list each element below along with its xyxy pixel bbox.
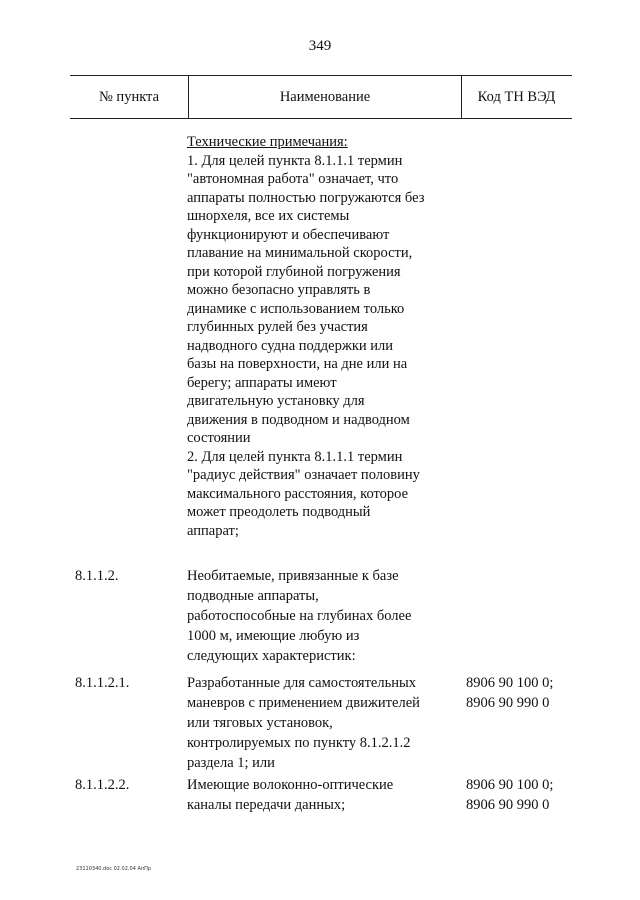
note-line: можно безопасно управлять в [187,282,371,298]
item-name [187,566,462,666]
item-name-line: 1000 м, имеющие любую из [187,628,360,644]
note-line: двигательную установку для [187,393,365,409]
item-name [187,775,462,815]
note-line: движения в подводном и надводном [187,411,410,428]
item-name-line: Разработанные для самостоятельных [187,675,416,691]
note-line: базы на поверхности, на дне или на [187,356,408,372]
item-number: 8.1.1.2.2. [75,777,130,793]
item-code-line: 8906 90 100 0; [466,777,554,793]
note-line: максимального расстояния, которое [187,485,409,502]
item-name-line: контролируемых по пункту 8.1.2.1.2 [187,735,411,751]
table-header [70,75,572,119]
note-line: функционируют и обеспечивают [187,226,390,243]
item-code-line: 8906 90 100 0; [466,675,554,691]
header-code: Код ТН ВЭД [477,89,556,105]
document-footer: 23110340.doc 02.02.04 АпПр [76,866,152,872]
header-item-number: № пункта [98,89,160,105]
note-line: может преодолеть подводный [187,504,371,520]
item-name-line: подводные аппараты, [187,588,319,604]
item-code-line: 8906 90 990 0 [466,797,550,813]
header-name: Наименование [188,76,462,118]
page-number: 349 [308,38,332,54]
note-line: аппараты полностью погружаются без [187,189,425,206]
note-line: глубинных рулей без участия [187,319,368,335]
item-number: 8.1.1.2.1. [75,675,130,691]
item-code [466,673,576,713]
note-line: при которой глубиной погружения [187,263,401,280]
note-line: надводного судна поддержки или [187,337,394,354]
item-number: 8.1.1.2. [75,568,119,584]
note-line: аппарат; [187,522,239,539]
note-line: "автономная работа" означает, что [187,171,399,187]
item-name-line: или тяговых установок, [187,715,333,731]
item-name-line: работоспособные на глубинах более [187,608,412,624]
note-line: 2. Для целей пункта 8.1.1.1 термин [187,448,403,465]
item-code-line: 8906 90 990 0 [466,695,550,711]
item-name-line: следующих характеристик: [187,648,356,664]
note-line: плавание на минимальной скорости, [187,245,413,261]
note-line: состоянии [187,430,251,446]
item-name-line: раздела 1; или [187,755,275,771]
item-name-line: Имеющие волоконно-оптические [187,777,394,793]
note-line: шнорхеля, все их системы [187,208,350,224]
note-line: 1. Для целей пункта 8.1.1.1 термин [187,152,403,169]
item-name-line: маневров с применением движителей [187,695,420,711]
item-name-line: каналы передачи данных; [187,797,346,813]
technical-notes-title: Технические примечания: [187,134,348,150]
note-line: берегу; аппараты имеют [187,374,337,391]
item-name [187,673,462,773]
technical-notes [187,133,467,540]
note-line: "радиус действия" означает половину [187,467,420,483]
note-line: динамике с использованием только [187,300,405,317]
item-code [466,775,576,815]
item-name-line: Необитаемые, привязанные к базе [187,568,399,584]
